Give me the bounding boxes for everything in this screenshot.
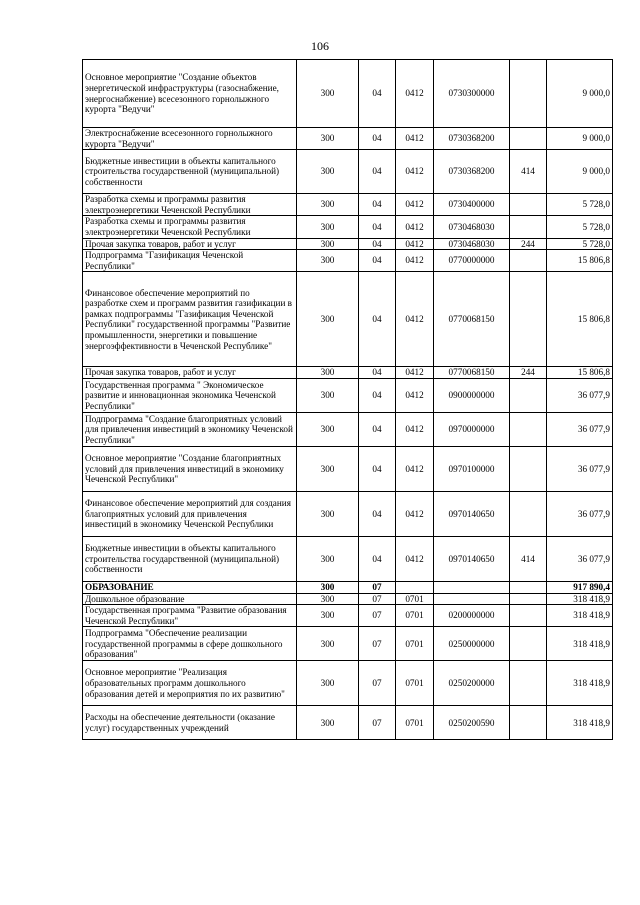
amount: 318 418,9 [547, 661, 613, 706]
section-code: 07 [359, 581, 396, 593]
amount: 15 806,8 [547, 250, 613, 272]
row-name: Государственная программа " Экономическое развитие и инновационная экономика Чеченской Республики" [83, 378, 297, 412]
admin-code: 300 [297, 216, 359, 238]
section-code: 04 [359, 446, 396, 491]
row-name: Электроснабжение всесезонного горнолыжного курорта "Ведучи" [83, 128, 297, 150]
section-code: 04 [359, 128, 396, 150]
expense-type: 244 [510, 238, 547, 250]
admin-code: 300 [297, 491, 359, 536]
row-name: Прочая закупка товаров, работ и услуг [83, 367, 297, 379]
subsection-code: 0412 [396, 367, 434, 379]
expense-type [510, 661, 547, 706]
expense-type [510, 194, 547, 216]
admin-code: 300 [297, 367, 359, 379]
section-code: 04 [359, 491, 396, 536]
table-row [83, 593, 613, 605]
section-code: 07 [359, 661, 396, 706]
expense-type: 244 [510, 367, 547, 379]
amount: 5 728,0 [547, 194, 613, 216]
subsection-code: 0412 [396, 194, 434, 216]
target-article: 0250200000 [434, 661, 510, 706]
row-name: Прочая закупка товаров, работ и услуг [83, 238, 297, 250]
section-code: 04 [359, 367, 396, 379]
subsection-code: 0701 [396, 593, 434, 605]
expense-type [510, 446, 547, 491]
table-row [83, 367, 613, 379]
section-code: 07 [359, 627, 396, 661]
row-name: Основное мероприятие "Создание благоприятных условий для привлечения инвестиций в экономику Чеченской Республики" [83, 446, 297, 491]
target-article: 0730368200 [434, 150, 510, 194]
row-name: Подпрограмма "Обеспечение реализации государственной программы в сфере дошкольного образования" [83, 627, 297, 661]
section-code: 07 [359, 706, 396, 740]
admin-code: 300 [297, 536, 359, 581]
target-article: 0730400000 [434, 194, 510, 216]
amount: 318 418,9 [547, 627, 613, 661]
row-name: Подпрограмма "Газификация Чеченской Республики" [83, 250, 297, 272]
expense-type [510, 605, 547, 627]
subsection-code: 0412 [396, 238, 434, 250]
admin-code: 300 [297, 605, 359, 627]
section-code: 04 [359, 150, 396, 194]
target-article: 0770068150 [434, 272, 510, 367]
target-article: 0970140650 [434, 491, 510, 536]
expense-type [510, 272, 547, 367]
admin-code: 300 [297, 581, 359, 593]
section-code: 04 [359, 60, 396, 128]
admin-code: 300 [297, 250, 359, 272]
amount: 36 077,9 [547, 378, 613, 412]
section-code: 04 [359, 250, 396, 272]
target-article: 0730368200 [434, 128, 510, 150]
amount: 36 077,9 [547, 446, 613, 491]
admin-code: 300 [297, 194, 359, 216]
subsection-code: 0701 [396, 627, 434, 661]
target-article: 0200000000 [434, 605, 510, 627]
target-article: 0250000000 [434, 627, 510, 661]
amount: 36 077,9 [547, 536, 613, 581]
row-name: ОБРАЗОВАНИЕ [83, 581, 297, 593]
amount: 5 728,0 [547, 238, 613, 250]
table-row [83, 238, 613, 250]
section-code: 07 [359, 593, 396, 605]
expense-type [510, 250, 547, 272]
table-row [83, 536, 613, 581]
subsection-code: 0701 [396, 661, 434, 706]
target-article: 0730300000 [434, 60, 510, 128]
expense-type: 414 [510, 536, 547, 581]
table-row [83, 60, 613, 128]
row-name: Финансовое обеспечение мероприятий по разработке схем и программ развития газификации в рамках подпрограммы "Газификация Чеченской Республики" государственной программы "Развитие промышленности, энергетики и повышение энергоэффективности в Чеченской Республике" [83, 272, 297, 367]
subsection-code: 0701 [396, 605, 434, 627]
expense-type: 414 [510, 150, 547, 194]
admin-code: 300 [297, 378, 359, 412]
target-article: 0900000000 [434, 378, 510, 412]
admin-code: 300 [297, 412, 359, 446]
expense-type [510, 706, 547, 740]
expense-type [510, 378, 547, 412]
table-row [83, 272, 613, 367]
row-name: Разработка схемы и программы развития электроэнергетики Чеченской Республики [83, 194, 297, 216]
table-row [83, 605, 613, 627]
expense-type [510, 593, 547, 605]
target-article: 0770000000 [434, 250, 510, 272]
table-row [83, 581, 613, 593]
table-row [83, 378, 613, 412]
budget-table [82, 59, 613, 740]
subsection-code: 0412 [396, 378, 434, 412]
expense-type [510, 60, 547, 128]
subsection-code: 0412 [396, 491, 434, 536]
section-code: 04 [359, 272, 396, 367]
amount: 15 806,8 [547, 367, 613, 379]
admin-code: 300 [297, 706, 359, 740]
row-name: Дошкольное образование [83, 593, 297, 605]
row-name: Основное мероприятие "Создание объектов энергетической инфраструктуры (газоснабжение, энергоснабжение) всесезонного горнолыжного курорта "Ведучи" [83, 60, 297, 128]
admin-code: 300 [297, 593, 359, 605]
amount: 36 077,9 [547, 412, 613, 446]
table-row [83, 661, 613, 706]
section-code: 07 [359, 605, 396, 627]
subsection-code: 0412 [396, 150, 434, 194]
expense-type [510, 216, 547, 238]
section-code: 04 [359, 194, 396, 216]
target-article: 0250200590 [434, 706, 510, 740]
row-name: Финансовое обеспечение мероприятий для создания благоприятных условий для привлечения инвестиций в экономику Чеченской Республики [83, 491, 297, 536]
amount: 917 890,4 [547, 581, 613, 593]
table-row [83, 128, 613, 150]
target-article [434, 593, 510, 605]
subsection-code: 0412 [396, 536, 434, 581]
table-row [83, 194, 613, 216]
amount: 9 000,0 [547, 150, 613, 194]
amount: 15 806,8 [547, 272, 613, 367]
expense-type [510, 627, 547, 661]
target-article: 0970140650 [434, 536, 510, 581]
admin-code: 300 [297, 627, 359, 661]
target-article: 0970000000 [434, 412, 510, 446]
subsection-code: 0412 [396, 60, 434, 128]
subsection-code: 0412 [396, 250, 434, 272]
admin-code: 300 [297, 150, 359, 194]
budget-table-body [83, 60, 613, 740]
subsection-code: 0412 [396, 412, 434, 446]
subsection-code: 0412 [396, 446, 434, 491]
page-number: 106 [311, 39, 329, 53]
amount: 318 418,9 [547, 706, 613, 740]
expense-type [510, 581, 547, 593]
section-code: 04 [359, 216, 396, 238]
table-row [83, 216, 613, 238]
table-row [83, 627, 613, 661]
subsection-code: 0412 [396, 272, 434, 367]
target-article: 0770068150 [434, 367, 510, 379]
expense-type [510, 128, 547, 150]
target-article: 0730468030 [434, 216, 510, 238]
section-code: 04 [359, 412, 396, 446]
amount: 9 000,0 [547, 128, 613, 150]
row-name: Бюджетные инвестиции в объекты капитального строительства государственной (муниципальной) собственности [83, 150, 297, 194]
section-code: 04 [359, 536, 396, 581]
amount: 36 077,9 [547, 491, 613, 536]
expense-type [510, 412, 547, 446]
admin-code: 300 [297, 238, 359, 250]
admin-code: 300 [297, 60, 359, 128]
amount: 9 000,0 [547, 60, 613, 128]
admin-code: 300 [297, 661, 359, 706]
target-article: 0730468030 [434, 238, 510, 250]
table-row [83, 491, 613, 536]
row-name: Бюджетные инвестиции в объекты капитального строительства государственной (муниципальной) собственности [83, 536, 297, 581]
target-article [434, 581, 510, 593]
subsection-code: 0412 [396, 128, 434, 150]
target-article: 0970100000 [434, 446, 510, 491]
amount: 5 728,0 [547, 216, 613, 238]
row-name: Государственная программа "Развитие образования Чеченской Республики" [83, 605, 297, 627]
amount: 318 418,9 [547, 593, 613, 605]
table-row [83, 706, 613, 740]
admin-code: 300 [297, 272, 359, 367]
expense-type [510, 491, 547, 536]
row-name: Подпрограмма "Создание благоприятных условий для привлечения инвестиций в экономику Чеченской Республики" [83, 412, 297, 446]
admin-code: 300 [297, 128, 359, 150]
admin-code: 300 [297, 446, 359, 491]
subsection-code: 0412 [396, 216, 434, 238]
section-code: 04 [359, 238, 396, 250]
table-row [83, 150, 613, 194]
row-name: Основное мероприятие "Реализация образовательных программ дошкольного образования детей и мероприятия по их развитию" [83, 661, 297, 706]
subsection-code [396, 581, 434, 593]
amount: 318 418,9 [547, 605, 613, 627]
table-row [83, 412, 613, 446]
table-row [83, 250, 613, 272]
subsection-code: 0701 [396, 706, 434, 740]
section-code: 04 [359, 378, 396, 412]
table-row [83, 446, 613, 491]
row-name: Разработка схемы и программы развития электроэнергетики Чеченской Республики [83, 216, 297, 238]
row-name: Расходы на обеспечение деятельности (оказание услуг) государственных учреждений [83, 706, 297, 740]
